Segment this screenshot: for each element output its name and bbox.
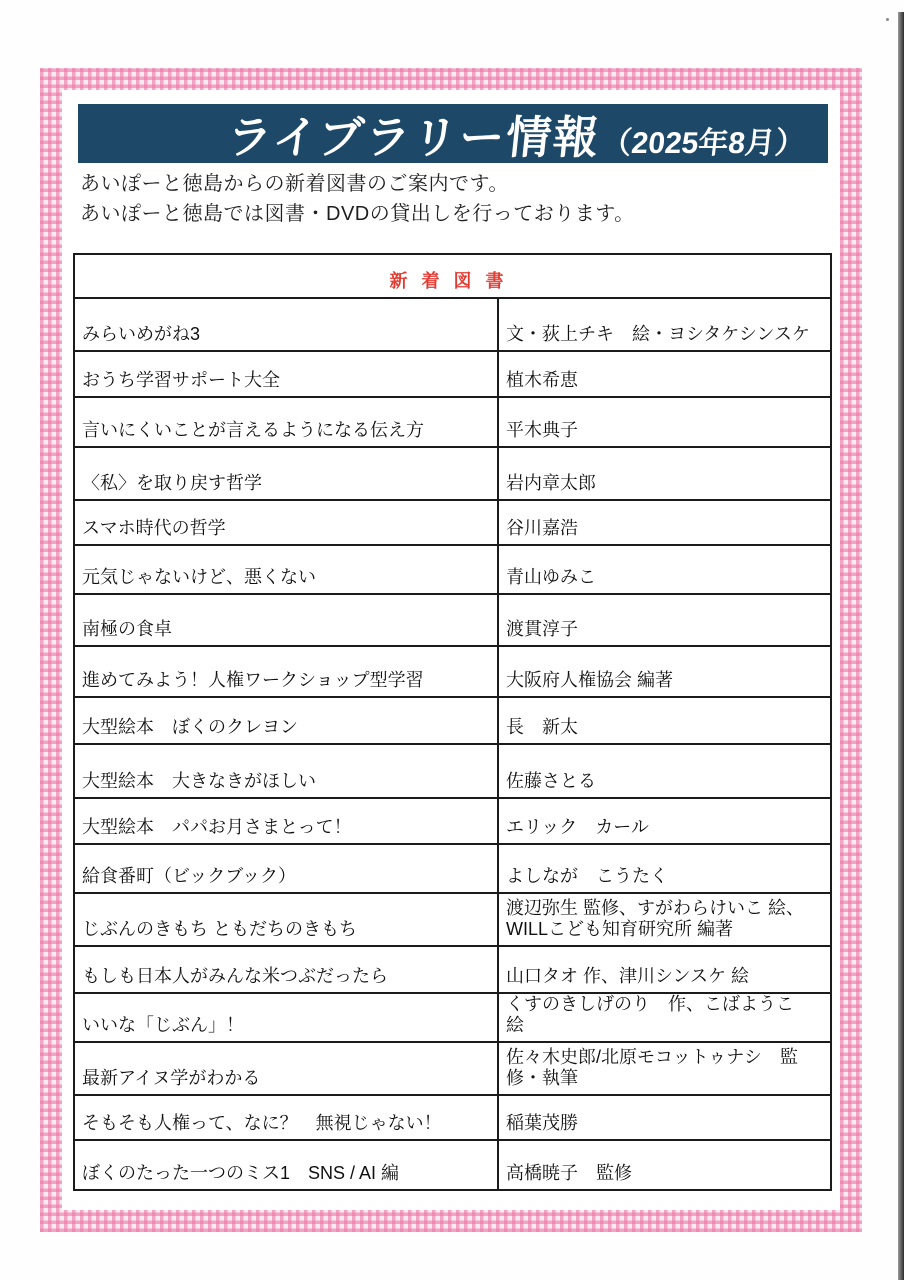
- book-author-cell: 佐々木史郎/北原モコットゥナシ 監修・執筆: [498, 1042, 831, 1095]
- book-author-cell: 高橋暁子 監修: [498, 1140, 831, 1190]
- table-title: 新着図書: [74, 254, 831, 298]
- table-row: [74, 447, 831, 500]
- book-title-cell: 大型絵本 パパお月さまとって！: [74, 798, 498, 844]
- page-title: ライブラリー情報: [224, 112, 604, 163]
- book-title-cell: もしも日本人がみんな米つぶだったら: [74, 946, 498, 993]
- book-title-cell: じぶんのきもち ともだちのきもち: [74, 893, 498, 946]
- intro-line-2: あいぽーと徳島では図書・DVDの貸出しを行っております。: [80, 203, 635, 225]
- book-title-cell: 進めてみよう！人権ワークショップ型学習: [74, 646, 498, 697]
- table-row: [74, 798, 831, 844]
- intro-line-1: あいぽーと徳島からの新着図書のご案内です。: [80, 173, 509, 195]
- book-title-cell: そもそも人権って、なに？ 無視じゃない！: [74, 1095, 498, 1140]
- table-title-row: [74, 254, 831, 298]
- table-row: [74, 351, 831, 397]
- book-author-cell: 山口タオ 作、津川シンスケ 絵: [498, 946, 831, 993]
- table-row: [74, 397, 831, 447]
- table-row: [74, 1042, 831, 1095]
- book-title-cell: 元気じゃないけど、悪くない: [74, 545, 498, 594]
- book-author-cell: くすのきしげのり 作、こばようこ 絵: [498, 993, 831, 1042]
- book-title-cell: 南極の食卓: [74, 594, 498, 646]
- book-author-cell: 青山ゆみこ: [498, 545, 831, 594]
- header-banner: [78, 104, 828, 163]
- book-author-cell: 渡貫淳子: [498, 594, 831, 646]
- table-row: [74, 545, 831, 594]
- book-title-cell: 大型絵本 大きなきがほしい: [74, 744, 498, 798]
- book-table-body: [74, 254, 831, 1190]
- book-author-cell: 佐藤さとる: [498, 744, 831, 798]
- table-row: [74, 1140, 831, 1190]
- book-author-cell: よしなが こうたく: [498, 844, 831, 893]
- book-title-cell: ぼくのたった一つのミス1 SNS / AI 編: [74, 1140, 498, 1190]
- table-row: [74, 744, 831, 798]
- book-author-cell: 文・荻上チキ 絵・ヨシタケシンスケ: [498, 298, 831, 351]
- book-title-cell: 〈私〉を取り戻す哲学: [74, 447, 498, 500]
- table-row: [74, 594, 831, 646]
- book-title-cell: スマホ時代の哲学: [74, 500, 498, 545]
- book-author-cell: 岩内章太郎: [498, 447, 831, 500]
- table-row: [74, 844, 831, 893]
- book-author-cell: 植木希恵: [498, 351, 831, 397]
- intro-text: [80, 169, 780, 229]
- book-title-cell: いいな「じぶん」！: [74, 993, 498, 1042]
- table-row: [74, 697, 831, 744]
- table-row: [74, 500, 831, 545]
- book-author-cell: 谷川嘉浩: [498, 500, 831, 545]
- book-author-cell: 平木典子: [498, 397, 831, 447]
- book-title-cell: おうち学習サポート大全: [74, 351, 498, 397]
- page-title-date: （2025年8月）: [600, 127, 808, 160]
- new-books-table: [73, 253, 832, 1191]
- book-title-cell: 言いにくいことが言えるようになる伝え方: [74, 397, 498, 447]
- book-author-cell: 渡辺弥生 監修、すがわらけいこ 絵、WILLこども知育研究所 編著: [498, 893, 831, 946]
- book-author-cell: 長 新太: [498, 697, 831, 744]
- table-row: [74, 298, 831, 351]
- table-row: [74, 893, 831, 946]
- book-author-cell: 大阪府人権協会 編著: [498, 646, 831, 697]
- book-author-cell: 稲葉茂勝: [498, 1095, 831, 1140]
- book-author-cell: エリック カール: [498, 798, 831, 844]
- table-row: [74, 946, 831, 993]
- book-title-cell: みらいめがね3: [74, 298, 498, 351]
- book-title-cell: 大型絵本 ぼくのクレヨン: [74, 697, 498, 744]
- book-title-cell: 給食番町（ビックブック）: [74, 844, 498, 893]
- table-row: [74, 993, 831, 1042]
- scan-edge-shadow: [898, 12, 904, 1280]
- book-title-cell: 最新アイヌ学がわかる: [74, 1042, 498, 1095]
- table-row: [74, 1095, 831, 1140]
- table-row: [74, 646, 831, 697]
- scan-dust-dot: [886, 18, 889, 21]
